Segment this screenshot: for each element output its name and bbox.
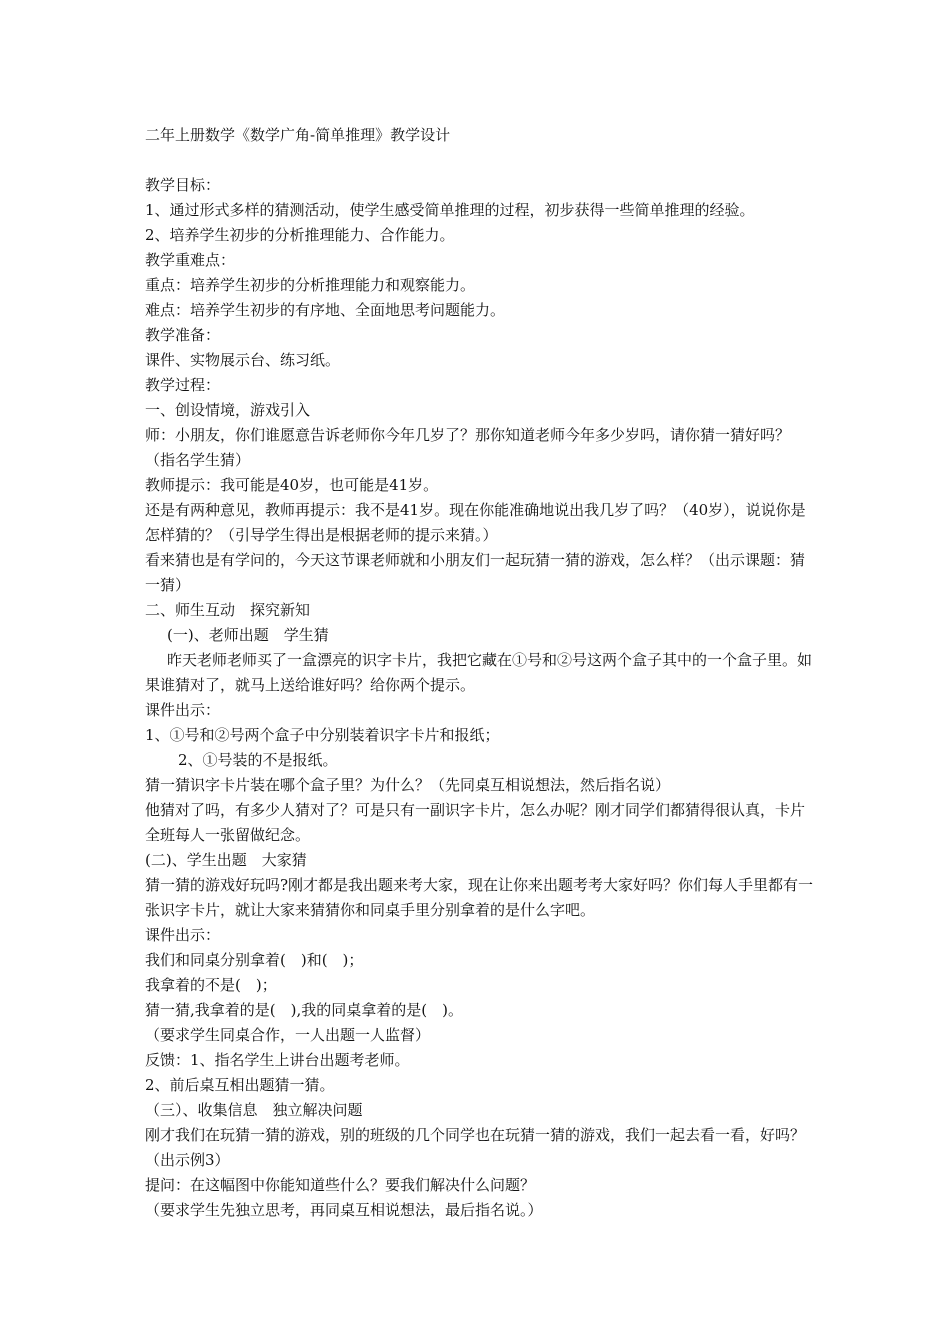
courseware-label: 课件出示： [145,701,221,719]
paragraph: 教师提示：我可能是40岁，也可能是41岁。 [145,476,439,494]
feedback-1: 反馈：1、指名学生上讲台出题考老师。 [145,1051,410,1069]
section-heading-preparation: 教学准备： [145,326,221,344]
paragraph: 他猜对了吗，有多少人猜对了？可是只有一副识字卡片，怎么办呢？刚才同学们都猜得很认真，卡片全班每人一张留做纪念。 [145,801,806,844]
paragraph: 提问：在这幅图中你能知道些什么？要我们解决什么问题？ [145,1176,536,1194]
objective-2: 2、培养学生初步的分析推理能力、合作能力。 [145,226,455,244]
subsection-heading-1: (一)、老师出题 学生猜 [167,626,329,644]
preparation-items: 课件、实物展示台、练习纸。 [145,351,341,369]
part-2-heading: 二、师生互动 探究新知 [145,601,311,619]
difficult-point: 难点：培养学生初步的有序地、全面地思考问题能力。 [145,301,506,319]
paragraph: 猜一猜识字卡片装在哪个盒子里？为什么？（先同桌互相说想法，然后指名说） [145,776,671,794]
part-1-heading: 一、创设情境，游戏引入 [145,401,311,419]
section-heading-key-points: 教学重难点： [145,251,236,269]
subsection-heading-2: (二)、学生出题 大家猜 [145,851,307,869]
paragraph: （要求学生同桌合作，一人出题一人监督） [145,1026,431,1044]
hint-1: 1、①号和②号两个盒子中分别装着识字卡片和报纸； [145,726,500,744]
section-heading-process: 教学过程： [145,376,221,394]
document-title: 二年上册数学《数学广角-简单推理》教学设计 [145,126,451,144]
paragraph: 看来猜也是有学问的，今天这节课老师就和小朋友们一起玩猜一猜的游戏，怎么样？（出示课题：猜一猜） [145,551,806,594]
paragraph: 昨天老师老师买了一盒漂亮的识字卡片，我把它藏在①号和②号这两个盒子其中的一个盒子里。如果谁猜对了，就马上送给谁好吗？给你两个提示。 [145,651,813,694]
key-point: 重点：培养学生初步的分析推理能力和观察能力。 [145,276,476,294]
feedback-2: 2、前后桌互相出题猜一猜。 [145,1076,335,1094]
courseware-label: 课件出示： [145,926,221,944]
fill-in-line: 我们和同桌分别拿着( )和( )； [145,951,364,969]
subsection-heading-3: （三）、收集信息 独立解决问题 [145,1101,363,1119]
paragraph: 刚才我们在玩猜一猜的游戏，别的班级的几个同学也在玩猜一猜的游戏，我们一起去看一看，好吗？（出示例3） [145,1126,806,1169]
section-heading-objectives: 教学目标： [145,176,221,194]
paragraph: （要求学生先独立思考，再同桌互相说想法，最后指名说。） [145,1201,543,1219]
document-body [145,123,815,1223]
objective-1: 1、通过形式多样的猜测活动，使学生感受简单推理的过程，初步获得一些简单推理的经验。 [145,201,755,219]
fill-in-line: 我拿着的不是( )； [145,976,277,994]
fill-in-line: 猜一猜,我拿着的是( ),我的同桌拿着的是( )。 [145,1001,463,1019]
hint-2: 2、①号装的不是报纸。 [178,751,338,769]
paragraph: 猜一猜的游戏好玩吗?刚才都是我出题来考大家，现在让你来出题考考大家好吗？你们每人手里都有一张识字卡片，就让大家来猜猜你和同桌手里分别拿着的是什么字吧。 [145,876,814,919]
paragraph: 师：小朋友，你们谁愿意告诉老师你今年几岁了？那你知道老师今年多少岁吗，请你猜一猜好吗？（指名学生猜） [145,426,791,469]
paragraph: 还是有两种意见，教师再提示：我不是41岁。现在你能准确地说出我几岁了吗？（40岁），说说你是怎样猜的？（引导学生得出是根据老师的提示来猜。） [145,501,806,544]
